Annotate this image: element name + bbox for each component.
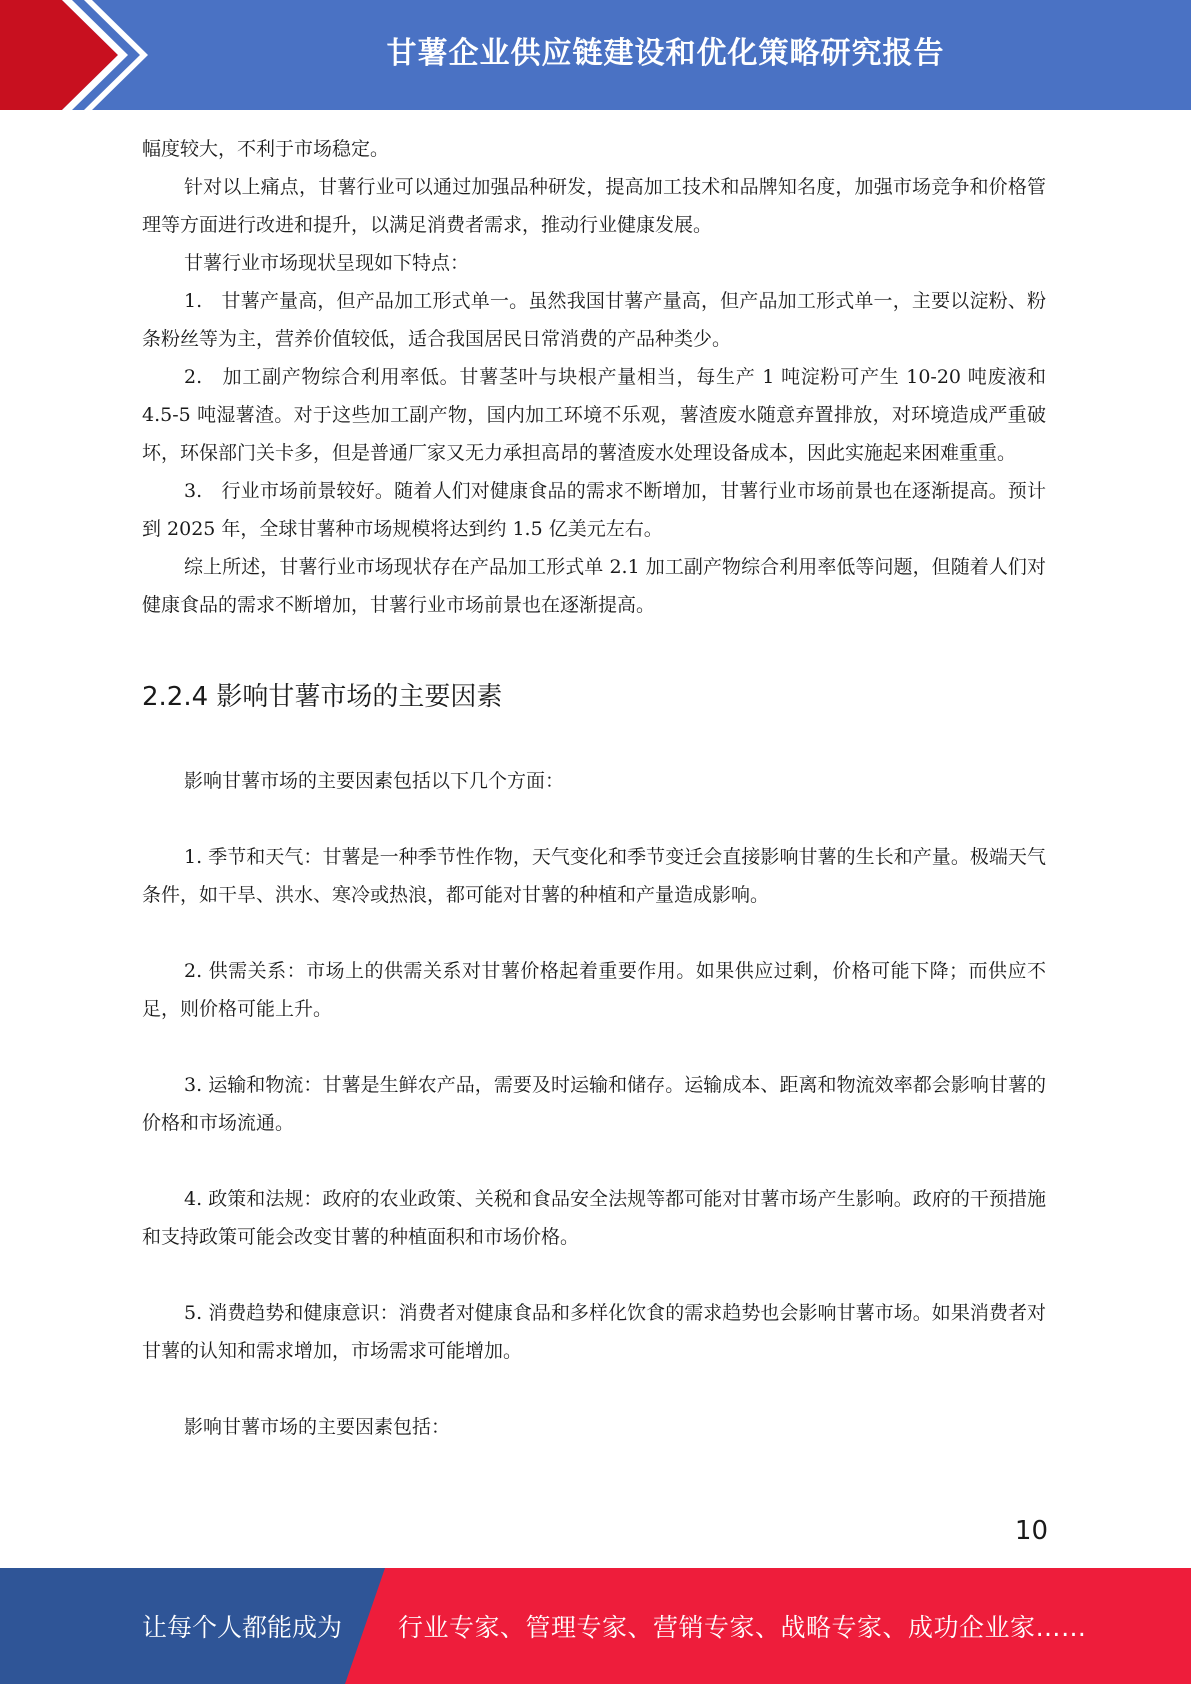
page-header: [0, 0, 1191, 110]
list-item: 5. 消费趋势和健康意识：消费者对健康食品和多样化饮食的需求趋势也会影响甘薯市场。如果消费者对甘薯的认知和需求增加，市场需求可能增加。: [142, 1302, 1046, 1362]
list-item: 1. 甘薯产量高，但产品加工形式单一。虽然我国甘薯产量高，但产品加工形式单一，主要以淀粉、粉条粉丝等为主，营养价值较低，适合我国居民日常消费的产品种类少。: [142, 290, 1046, 350]
paragraph: 影响甘薯市场的主要因素包括：: [184, 1416, 451, 1438]
page-footer: [0, 1568, 1191, 1684]
list-item: 1. 季节和天气：甘薯是一种季节性作物，天气变化和季节变迁会直接影响甘薯的生长和产量。极端天气条件，如干旱、洪水、寒冷或热浪，都可能对甘薯的种植和产量造成影响。: [142, 846, 1046, 906]
paragraph: 幅度较大，不利于市场稳定。: [142, 138, 390, 160]
header-title: 甘薯企业供应链建设和优化策略研究报告: [386, 36, 945, 71]
paragraph: 影响甘薯市场的主要因素包括以下几个方面：: [184, 770, 565, 792]
paragraph: 综上所述，甘薯行业市场现状存在产品加工形式单 2.1 加工副产物综合利用率低等问题，但随着人们对健康食品的需求不断增加，甘薯行业市场前景也在逐渐提高。: [142, 556, 1046, 616]
paragraph: 甘薯行业市场现状呈现如下特点：: [184, 252, 470, 274]
section-heading: 2.2.4 影响甘薯市场的主要因素: [142, 682, 503, 712]
list-item: 3. 运输和物流：甘薯是生鲜农产品，需要及时运输和储存。运输成本、距离和物流效率都会影响甘薯的价格和市场流通。: [142, 1074, 1046, 1134]
list-item: 2. 加工副产物综合利用率低。甘薯茎叶与块根产量相当，每生产 1 吨淀粉可产生 10-20 吨废液和 4.5-5 吨湿薯渣。对于这些加工副产物，国内加工环境不乐观，薯渣废水随意弃置排放，对环境造成严重破坏，环保部门关卡多，但是普通厂家又无力承担高昂的薯渣废水处理设备成本，因此实施起来困难重重。: [142, 366, 1046, 464]
list-item: 4. 政策和法规：政府的农业政策、关税和食品安全法规等都可能对甘薯市场产生影响。政府的干预措施和支持政策可能会改变甘薯的种植面积和市场价格。: [142, 1188, 1046, 1248]
list-item: 3. 行业市场前景较好。随着人们对健康食品的需求不断增加，甘薯行业市场前景也在逐渐提高。预计到 2025 年，全球甘薯种市场规模将达到约 1.5 亿美元左右。: [142, 480, 1046, 540]
list-item: 2. 供需关系：市场上的供需关系对甘薯价格起着重要作用。如果供应过剩，价格可能下降；而供应不足，则价格可能上升。: [142, 960, 1046, 1020]
page-number: 10: [1014, 1516, 1048, 1546]
paragraph: 针对以上痛点，甘薯行业可以通过加强品种研发，提高加工技术和品牌知名度，加强市场竞争和价格管理等方面进行改进和提升，以满足消费者需求，推动行业健康发展。: [142, 176, 1046, 236]
footer-slogan-left: 让每个人都能成为: [142, 1613, 343, 1642]
document-body: [142, 130, 1046, 1446]
footer-slogan-right: 行业专家、管理专家、营销专家、战略专家、成功企业家……: [398, 1613, 1087, 1642]
